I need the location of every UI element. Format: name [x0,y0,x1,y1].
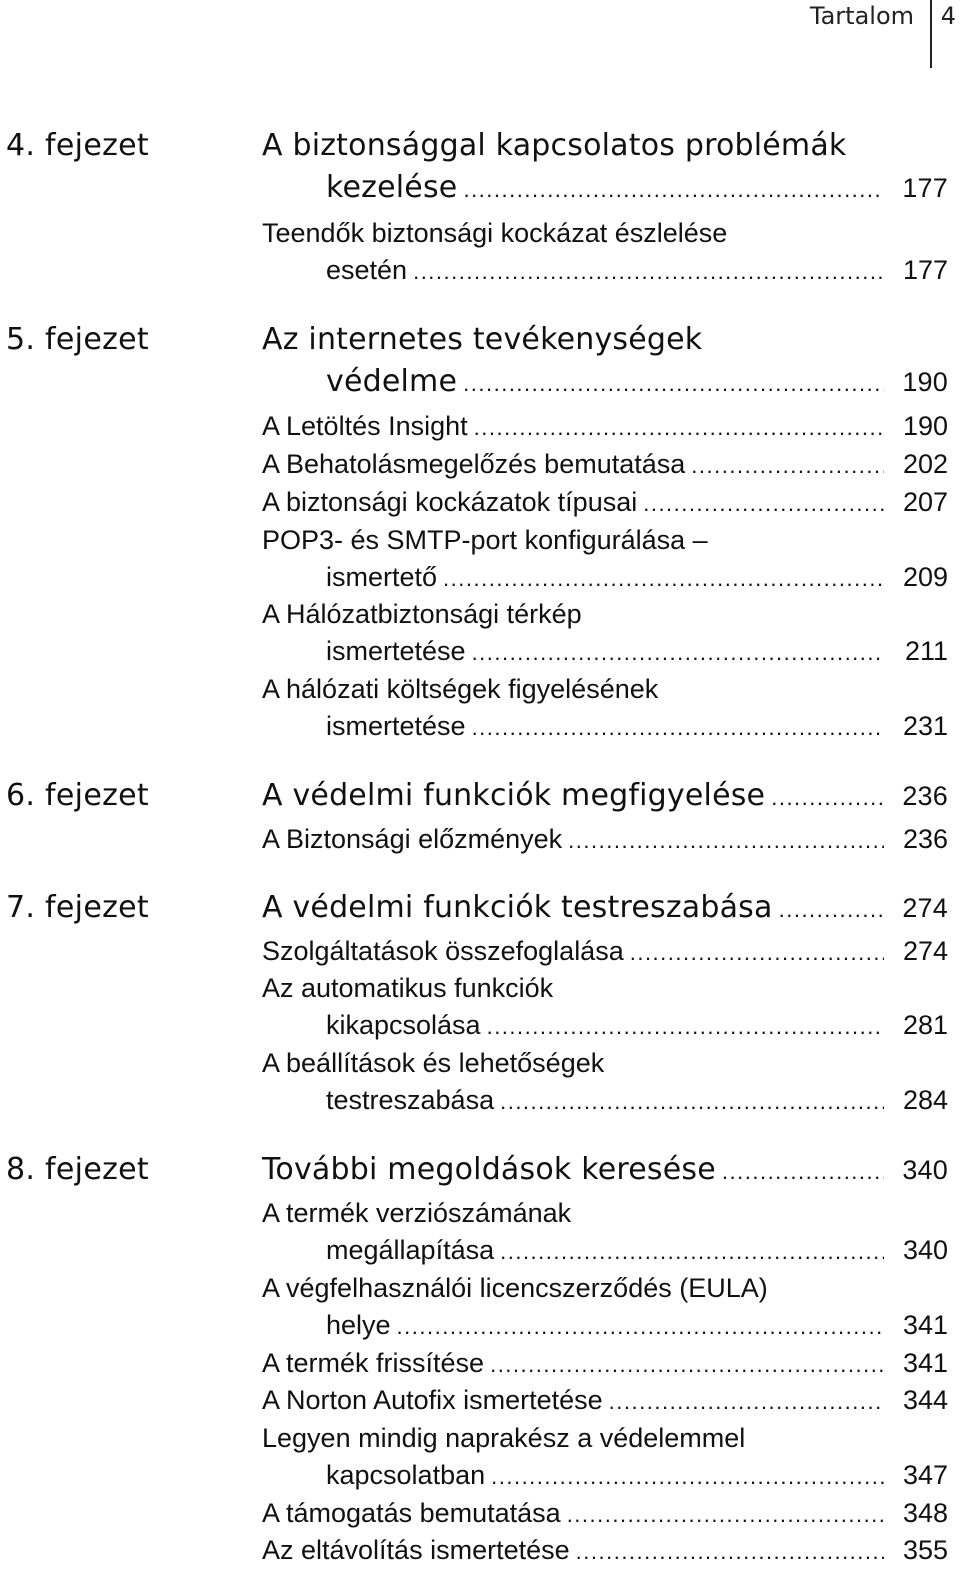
entry-title: A hálózati költségek figyelésének [262,674,659,704]
dot-leader [576,1539,884,1565]
entry-title: ismertető [326,562,438,592]
entry-page-number: 274 [902,936,948,966]
entry-title: helye [326,1310,391,1340]
entry-title: POP3- és SMTP-port konfigurálása – [262,525,708,555]
entry-page-number: 207 [902,487,948,517]
chapter-title: További megoldások keresése [262,1152,716,1187]
entry-title: megállapítása [326,1235,495,1265]
toc-entry-line [262,525,948,556]
entry-page-number: 340 [902,1235,948,1265]
entry-title: A végfelhasználói licencszerződés (EULA) [262,1273,768,1303]
section-title: Tartalom [809,2,914,30]
entry-title: A beállítások és lehetőségek [262,1048,605,1078]
chapter-title: A védelmi funkciók megfigyelése [262,778,766,813]
entry-title: kapcsolatban [326,1460,486,1490]
toc-entry-line [262,411,948,442]
entry-page-number: 177 [902,173,948,203]
chapter-title: A védelmi funkciók testreszabása [262,890,773,925]
entry-title: esetén [326,255,408,285]
dot-leader [463,177,884,203]
dot-leader [771,785,884,811]
entry-page-number: 236 [902,781,948,811]
toc-entry-line [262,218,948,249]
entry-page-number: 355 [902,1535,948,1565]
chapter-title-line [326,170,948,205]
chapter-title-line [262,890,948,925]
dot-leader [691,453,884,479]
chapter-title-line [262,322,948,357]
dot-leader [443,566,884,592]
entry-title: A Letöltés Insight [262,411,468,441]
toc-entry-line [326,1460,948,1491]
toc-entry-line [262,973,948,1004]
chapter-title-line [262,128,948,163]
dot-leader [463,371,884,397]
chapter-title-line [262,1152,948,1187]
entry-title: A biztonsági kockázatok típusai [262,487,638,517]
entry-page-number: 347 [902,1460,948,1490]
chapter-label: 5. fejezet [6,322,149,357]
entry-page-number: 202 [902,449,948,479]
entry-title: A termék frissítése [262,1348,485,1378]
entry-title: ismertetése [326,636,466,666]
chapter-title: A biztonsággal kapcsolatos problémák [262,128,847,163]
dot-leader [643,491,884,517]
toc-entry-line [262,674,948,705]
entry-title: kikapcsolása [326,1010,481,1040]
chapter-label: 6. fejezet [6,778,149,813]
toc-entry-line [326,711,948,742]
entry-page-number: 341 [902,1348,948,1378]
entry-page-number: 281 [902,1010,948,1040]
dot-leader [500,1239,884,1265]
entry-title: A támogatás bemutatása [262,1498,561,1528]
toc-entry-line [262,1348,948,1379]
toc-entry-line [262,1048,948,1079]
entry-title: A Norton Autofix ismertetése [262,1385,603,1415]
dot-leader [491,1464,884,1490]
chapter-title: kezelése [326,170,458,205]
chapter-title-line [262,778,948,813]
toc-entry-line [262,1498,948,1529]
entry-title: A termék verziószámának [262,1198,572,1228]
toc-entry-line [262,1273,948,1304]
dot-leader [472,640,884,666]
dot-leader [609,1389,884,1415]
dot-leader [500,1089,884,1115]
toc-entry-line [326,636,948,667]
entry-page-number: 340 [902,1155,948,1185]
entry-page-number: 231 [902,711,948,741]
dot-leader [413,259,884,285]
entry-title: ismertetése [326,711,466,741]
entry-title: A Hálózatbiztonsági térkép [262,599,582,629]
entry-page-number: 190 [902,367,948,397]
entry-title: A Behatolásmegelőzés bemutatása [262,449,686,479]
chapter-title: Az internetes tevékenységek [262,322,703,357]
dot-leader [567,1502,884,1528]
chapter-title: védelme [326,364,458,399]
entry-title: A Biztonsági előzmények [262,824,563,854]
toc-entry-line [326,562,948,593]
entry-page-number: 274 [902,893,948,923]
toc-entry-line [326,1235,948,1266]
dot-leader [779,897,884,923]
entry-title: Az automatikus funkciók [262,973,554,1003]
dot-leader [490,1352,884,1378]
dot-leader [568,828,884,854]
chapter-title-line [326,364,948,399]
dot-leader [472,715,884,741]
entry-page-number: 190 [902,411,948,441]
toc-entry-line [262,1198,948,1229]
entry-title: Szolgáltatások összefoglalása [262,936,624,966]
toc-entry-line [262,1423,948,1454]
dot-leader [630,940,884,966]
toc-entry-line [326,1310,948,1341]
chapter-label: 8. fejezet [6,1152,149,1187]
entry-page-number: 341 [902,1310,948,1340]
toc-entry-line [262,1535,948,1566]
toc-entry-line [262,1385,948,1416]
toc-entry-line [262,487,948,518]
entry-title: testreszabása [326,1085,495,1115]
entry-page-number: 344 [902,1385,948,1415]
entry-title: Teendők biztonsági kockázat észlelése [262,218,728,248]
entry-title: Legyen mindig naprakész a védelemmel [262,1423,746,1453]
entry-page-number: 284 [902,1085,948,1115]
chapter-label: 4. fejezet [6,128,149,163]
entry-page-number: 348 [902,1498,948,1528]
toc-entry-line [262,599,948,630]
dot-leader [397,1314,884,1340]
entry-page-number: 211 [904,636,948,666]
entry-page-number: 209 [902,562,948,592]
dot-leader [487,1014,884,1040]
page-number: 4 [940,2,956,30]
toc-entry-line [262,449,948,480]
entry-page-number: 177 [902,255,948,285]
entry-page-number: 236 [902,824,948,854]
toc-entry-line [326,1010,948,1041]
toc-entry-line [326,1085,948,1116]
toc-entry-line [262,824,948,855]
toc-entry-line [326,255,948,286]
entry-title: Az eltávolítás ismertetése [262,1535,570,1565]
dot-leader [722,1159,884,1185]
chapter-label: 7. fejezet [6,890,149,925]
dot-leader [474,415,884,441]
toc-entry-line [262,936,948,967]
